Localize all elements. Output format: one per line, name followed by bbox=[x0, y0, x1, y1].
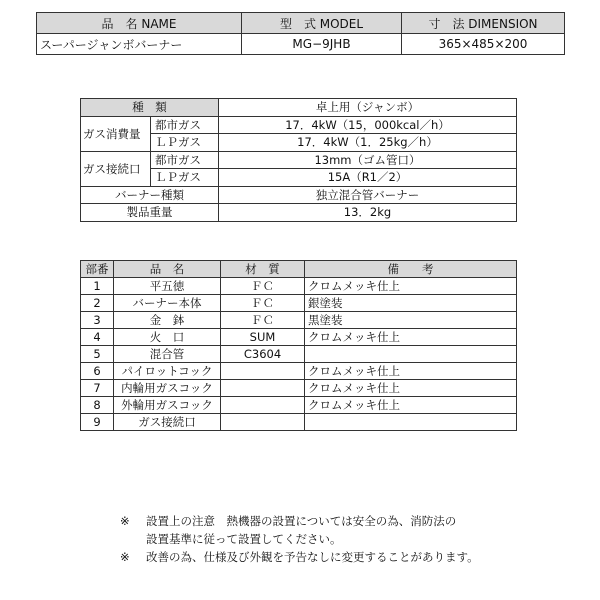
spec-consumption-lp-label: ＬＰガス bbox=[151, 134, 219, 152]
part-name: パイロットコック bbox=[114, 363, 221, 380]
spec-connection-city-label: 都市ガス bbox=[151, 151, 219, 169]
product-dimension: 365×485×200 bbox=[402, 34, 565, 55]
parts-header-name: 品 名 bbox=[114, 261, 221, 278]
parts-row bbox=[81, 397, 517, 414]
part-name: 平五徳 bbox=[114, 278, 221, 295]
spec-consumption-label: ガス消費量 bbox=[81, 116, 151, 151]
note-line: 改善の為、仕様及び外観を予告なしに変更することがあります。 bbox=[146, 550, 479, 564]
part-material bbox=[221, 397, 305, 414]
header-model-label: 型 式 MODEL bbox=[242, 13, 402, 34]
parts-row bbox=[81, 346, 517, 363]
product-model: MG−9JHB bbox=[242, 34, 402, 55]
part-remarks: クロムメッキ仕上 bbox=[305, 380, 517, 397]
note-line: 設置上の注意 熱機器の設置については安全の為、消防法の bbox=[146, 514, 457, 528]
parts-row bbox=[81, 312, 517, 329]
product-name: スーパージャンボバーナー bbox=[37, 34, 242, 55]
part-no: 2 bbox=[81, 295, 114, 312]
parts-header-material: 材 質 bbox=[221, 261, 305, 278]
part-name: 内輪用ガスコック bbox=[114, 380, 221, 397]
part-remarks: クロムメッキ仕上 bbox=[305, 363, 517, 380]
spec-weight-label: 製品重量 bbox=[81, 204, 219, 222]
parts-row bbox=[81, 380, 517, 397]
part-no: 5 bbox=[81, 346, 114, 363]
spec-connection-lp-value: 15A（R1／2） bbox=[219, 169, 517, 187]
part-material: C3604 bbox=[221, 346, 305, 363]
spec-burner-type-label: バーナー種類 bbox=[81, 186, 219, 204]
spec-table bbox=[80, 98, 517, 222]
part-no: 8 bbox=[81, 397, 114, 414]
spec-connection-city-value: 13mm（ゴム管口） bbox=[219, 151, 517, 169]
part-no: 4 bbox=[81, 329, 114, 346]
part-material bbox=[221, 380, 305, 397]
parts-row bbox=[81, 329, 517, 346]
part-material bbox=[221, 363, 305, 380]
spec-type-value: 卓上用（ジャンボ） bbox=[219, 99, 517, 117]
part-material: ＦＣ bbox=[221, 295, 305, 312]
product-header-table bbox=[36, 12, 565, 55]
part-name: 金 鉢 bbox=[114, 312, 221, 329]
part-remarks bbox=[305, 346, 517, 363]
part-material: ＦＣ bbox=[221, 312, 305, 329]
spec-consumption-lp-value: 17．4kW（1．25kg／h） bbox=[219, 134, 517, 152]
spec-consumption-city-value: 17．4kW（15，000kcal／h） bbox=[219, 116, 517, 134]
part-remarks: 銀塗装 bbox=[305, 295, 517, 312]
note-item bbox=[120, 548, 479, 566]
parts-table bbox=[80, 260, 517, 431]
notes bbox=[120, 512, 479, 566]
part-no: 9 bbox=[81, 414, 114, 431]
part-remarks: 黒塗装 bbox=[305, 312, 517, 329]
part-remarks bbox=[305, 414, 517, 431]
parts-row bbox=[81, 278, 517, 295]
spec-burner-type-value: 独立混合管バーナー bbox=[219, 186, 517, 204]
note-line: 設置基準に従って設置してください。 bbox=[146, 532, 342, 546]
part-name: バーナー本体 bbox=[114, 295, 221, 312]
spec-type-label: 種 類 bbox=[81, 99, 219, 117]
part-remarks: クロムメッキ仕上 bbox=[305, 329, 517, 346]
note-item bbox=[120, 512, 479, 548]
part-no: 3 bbox=[81, 312, 114, 329]
spec-consumption-city-label: 都市ガス bbox=[151, 116, 219, 134]
part-material: SUM bbox=[221, 329, 305, 346]
header-dimension-label: 寸 法 DIMENSION bbox=[402, 13, 565, 34]
part-no: 6 bbox=[81, 363, 114, 380]
part-material bbox=[221, 414, 305, 431]
note-mark: ※ bbox=[120, 550, 130, 564]
header-name-label: 品 名 NAME bbox=[37, 13, 242, 34]
part-name: ガス接続口 bbox=[114, 414, 221, 431]
parts-row bbox=[81, 295, 517, 312]
parts-header-no: 部番 bbox=[81, 261, 114, 278]
note-mark: ※ bbox=[120, 514, 130, 528]
spec-connection-label: ガス接続口 bbox=[81, 151, 151, 186]
parts-row bbox=[81, 414, 517, 431]
part-remarks: クロムメッキ仕上 bbox=[305, 397, 517, 414]
part-no: 1 bbox=[81, 278, 114, 295]
part-name: 火 口 bbox=[114, 329, 221, 346]
part-name: 外輪用ガスコック bbox=[114, 397, 221, 414]
part-material: ＦＣ bbox=[221, 278, 305, 295]
spec-weight-value: 13．2kg bbox=[219, 204, 517, 222]
part-remarks: クロムメッキ仕上 bbox=[305, 278, 517, 295]
parts-row bbox=[81, 363, 517, 380]
parts-header-remarks: 備 考 bbox=[305, 261, 517, 278]
part-name: 混合管 bbox=[114, 346, 221, 363]
part-no: 7 bbox=[81, 380, 114, 397]
spec-connection-lp-label: ＬＰガス bbox=[151, 169, 219, 187]
